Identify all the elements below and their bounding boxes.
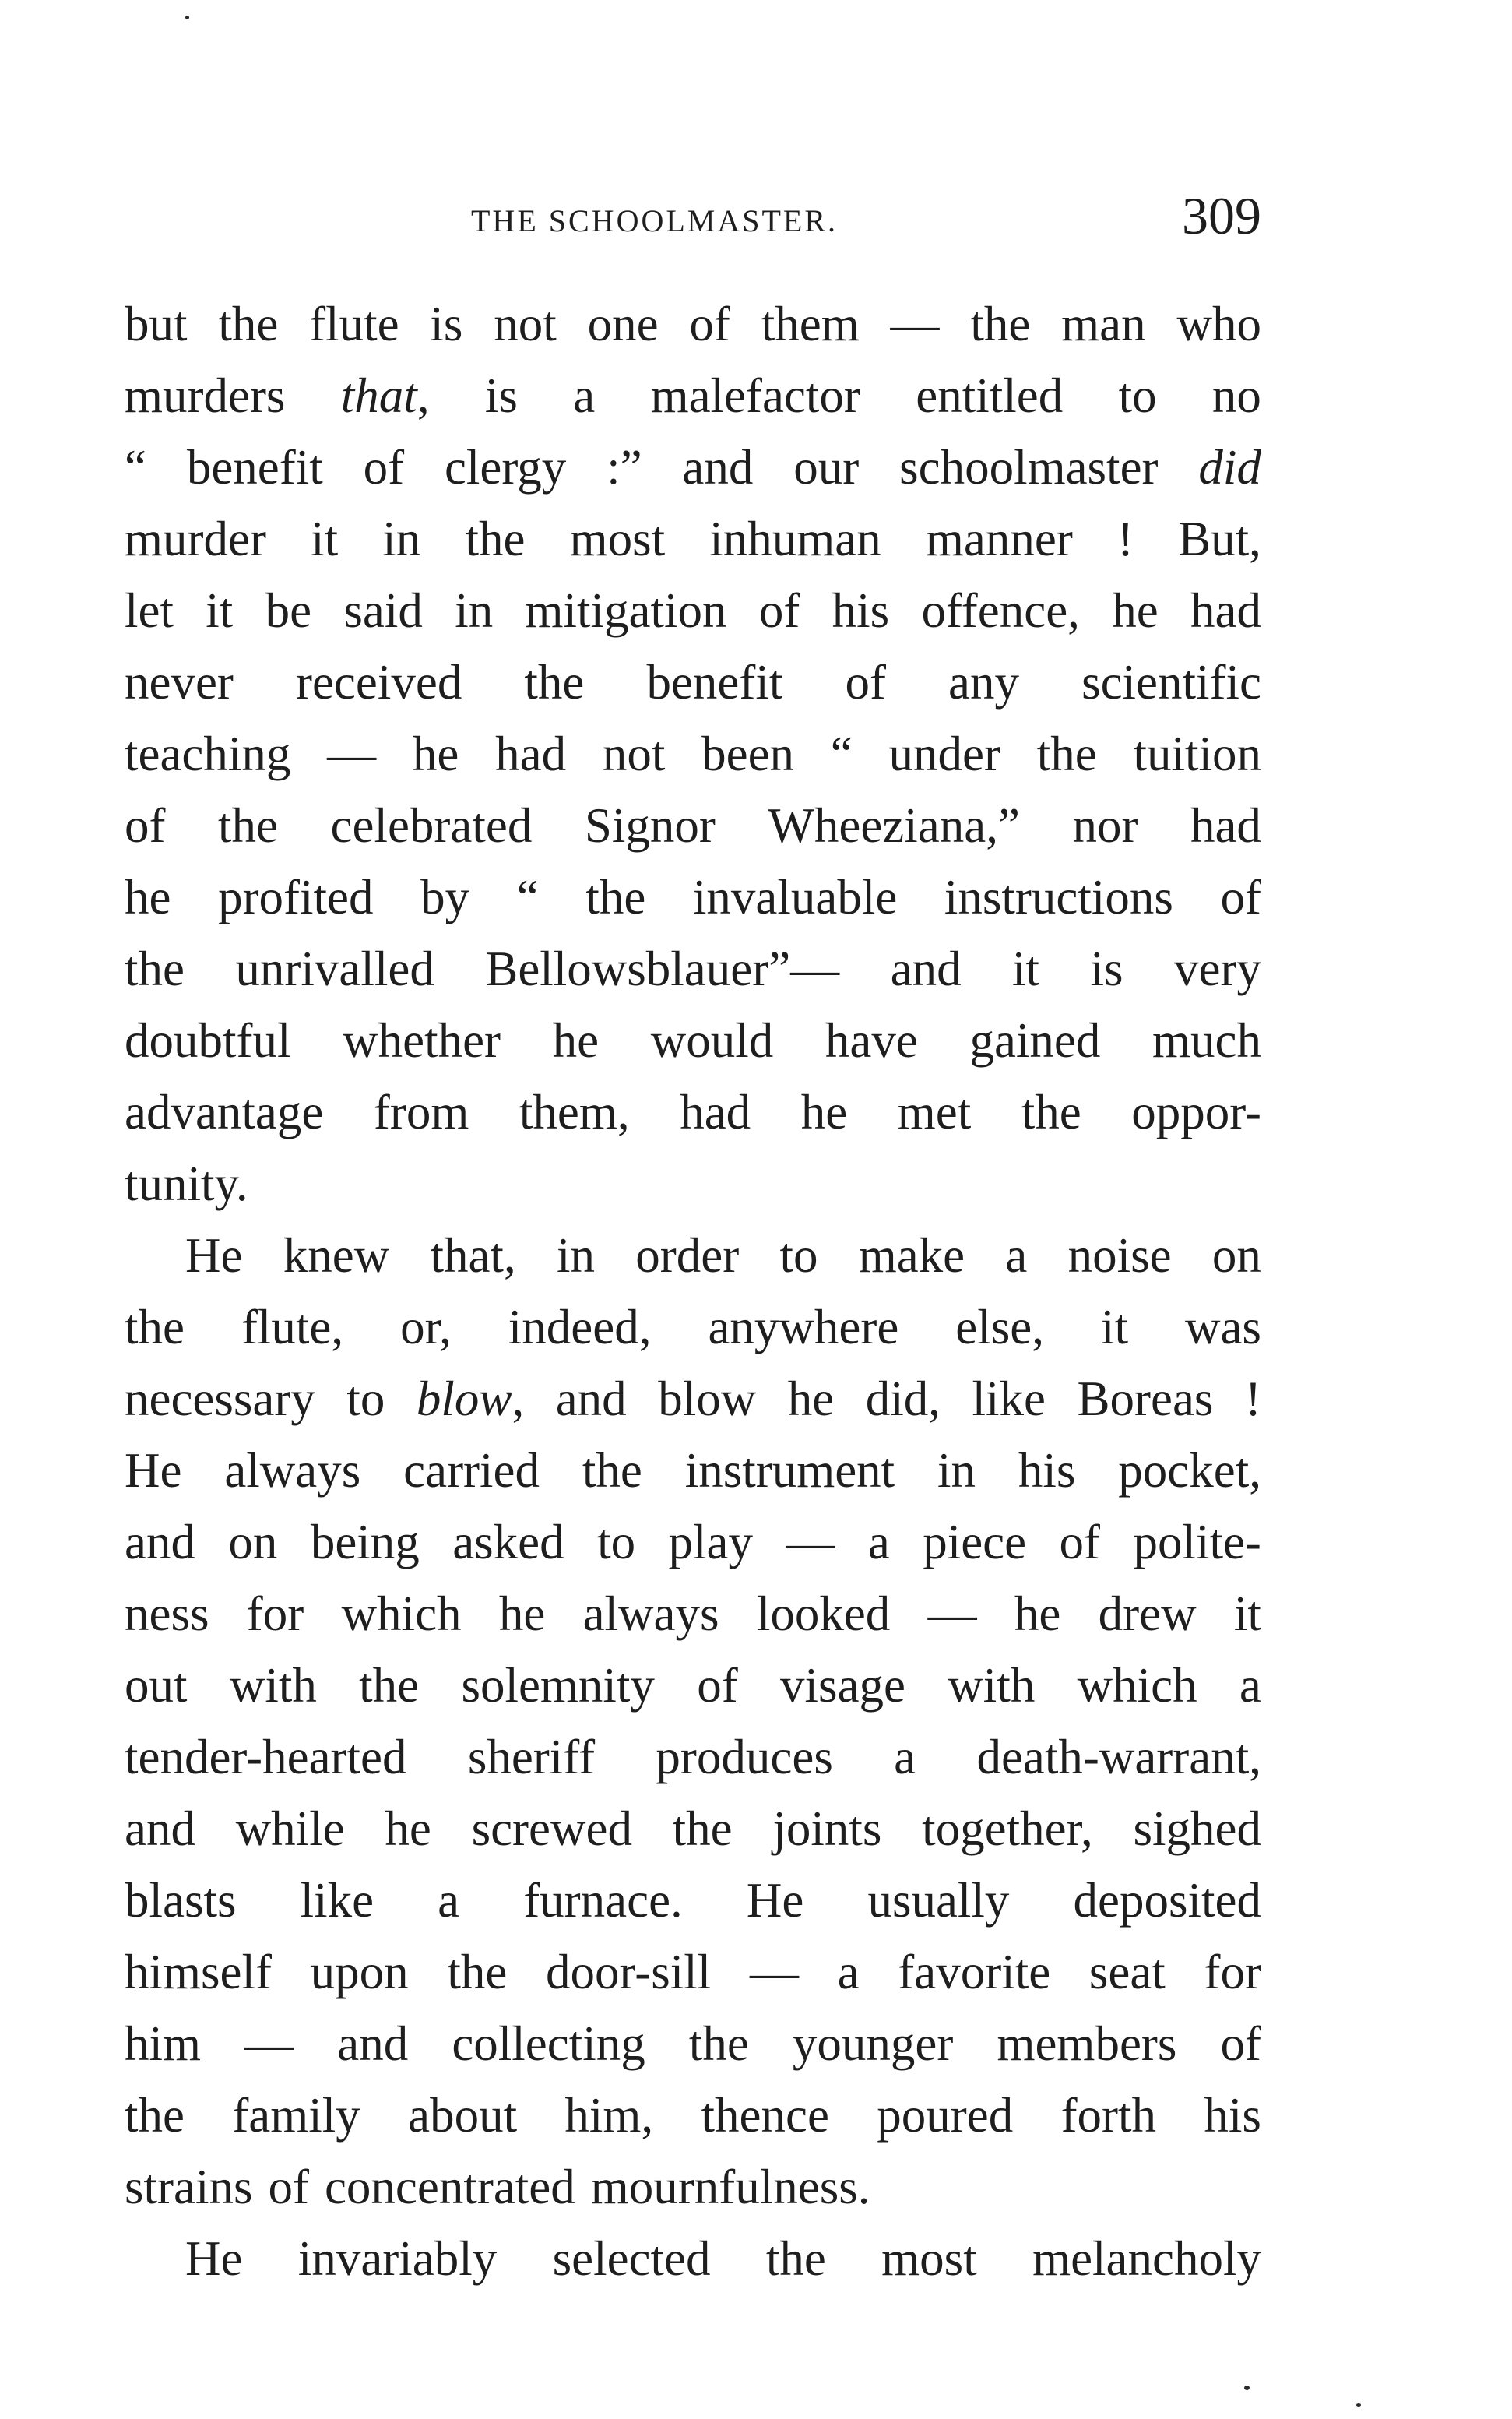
word: Boreas — [1077, 1371, 1214, 1426]
word: of — [363, 440, 405, 495]
body-text — [125, 288, 1261, 2294]
word: ness — [125, 1586, 209, 1641]
word: of — [697, 1658, 738, 1713]
word: younger — [792, 2016, 954, 2071]
word: offence, — [921, 583, 1080, 638]
paragraph — [125, 288, 1261, 1220]
word: in — [455, 583, 494, 638]
word: he — [125, 870, 171, 924]
word: the — [125, 2088, 185, 2143]
word: knew — [283, 1228, 390, 1283]
word: ! — [1244, 1371, 1261, 1426]
word: a — [438, 1873, 460, 1928]
word: manner — [925, 512, 1073, 566]
word: it — [311, 512, 339, 566]
word: under — [888, 727, 1000, 781]
word: them, — [519, 1085, 630, 1139]
text-line — [125, 1578, 1261, 1650]
italic-word: blow — [416, 1371, 512, 1426]
word: flute, — [241, 1300, 344, 1354]
word: a — [867, 1515, 890, 1569]
word: for — [1204, 1945, 1261, 1999]
word: he — [1014, 1586, 1061, 1641]
word: he — [787, 1371, 835, 1426]
word: tender-hearted — [125, 1730, 407, 1784]
word: — — [890, 297, 940, 351]
word: of — [125, 798, 166, 853]
word: — — [927, 1586, 977, 1641]
word: the — [125, 942, 185, 996]
word: together, — [922, 1801, 1093, 1856]
word: upon — [310, 1945, 409, 1999]
text-line — [125, 861, 1261, 933]
word: it — [1100, 1300, 1128, 1354]
word: it — [1233, 1586, 1261, 1641]
word: visage — [780, 1658, 905, 1713]
word: benefit — [186, 440, 323, 495]
word: and — [682, 440, 754, 495]
word: furnace. — [523, 1873, 683, 1928]
word: not — [494, 297, 557, 351]
word: had — [680, 1085, 751, 1139]
word: death-warrant, — [976, 1730, 1261, 1784]
word: his — [1018, 1443, 1076, 1498]
word: But, — [1178, 512, 1261, 566]
word: Bellowsblauer”— — [485, 942, 840, 996]
word: necessary — [125, 1371, 315, 1426]
word: He — [185, 2231, 243, 2286]
word: profited — [218, 870, 374, 924]
text-line — [125, 646, 1261, 718]
word: would — [650, 1013, 774, 1068]
word: blow — [658, 1371, 757, 1426]
word: inhuman — [709, 512, 881, 566]
word: strains — [125, 2160, 253, 2214]
word: the — [582, 1443, 642, 1498]
word: very — [1174, 942, 1261, 996]
text-line — [125, 1005, 1261, 1076]
word: out — [125, 1658, 188, 1713]
word: looked — [756, 1586, 891, 1641]
running-head — [125, 181, 1261, 251]
word: it — [1012, 942, 1040, 996]
text-line — [125, 2151, 1261, 2223]
word: from — [373, 1085, 469, 1139]
word: his — [1204, 2088, 1261, 2143]
word: about — [408, 2088, 518, 2143]
word: play — [668, 1515, 753, 1569]
word: murder — [125, 512, 266, 566]
word: our — [793, 440, 860, 495]
word: while — [235, 1801, 345, 1856]
text-line — [125, 718, 1261, 790]
word: forth — [1060, 2088, 1157, 2143]
word: order — [635, 1228, 740, 1283]
word: celebrated — [330, 798, 533, 853]
text-line — [125, 288, 1261, 360]
text-line — [125, 2223, 1261, 2294]
word: benefit — [646, 655, 783, 710]
word: a — [1239, 1658, 1261, 1713]
word: instrument — [684, 1443, 895, 1498]
word: nor — [1072, 798, 1138, 853]
word: is — [484, 368, 518, 423]
word: the — [585, 870, 646, 924]
word: deposited — [1073, 1873, 1261, 1928]
word: he — [498, 1586, 546, 1641]
paragraph — [125, 2223, 1261, 2294]
word: he — [800, 1085, 848, 1139]
text-line — [125, 575, 1261, 646]
word: the — [688, 2016, 749, 2071]
word: them — [761, 297, 860, 351]
word: like — [300, 1873, 374, 1928]
running-title: THE SCHOOLMASTER. — [471, 203, 839, 238]
word: tuition — [1133, 727, 1261, 781]
word: the — [1036, 727, 1097, 781]
word: met — [897, 1085, 972, 1139]
word: pocket, — [1118, 1443, 1261, 1498]
word: of — [689, 297, 730, 351]
text-line — [125, 503, 1261, 575]
word: instructions — [944, 870, 1173, 924]
word: :” — [607, 440, 642, 495]
word: selected — [552, 2231, 711, 2286]
text-line — [125, 790, 1261, 861]
word: malefactor — [650, 368, 860, 423]
word: flute — [309, 297, 399, 351]
word: of — [1220, 870, 1261, 924]
word: him — [125, 2016, 202, 2071]
word: family — [232, 2088, 360, 2143]
word: of — [1059, 1515, 1101, 1569]
word: let — [125, 583, 174, 638]
word: he — [552, 1013, 600, 1068]
word: for — [246, 1586, 304, 1641]
word: never — [125, 655, 234, 710]
word: to — [597, 1515, 636, 1569]
text-line — [125, 2079, 1261, 2151]
word: on — [1211, 1228, 1261, 1283]
word: clergy — [444, 440, 567, 495]
text-line — [125, 1435, 1261, 1506]
word: mitigation — [525, 583, 727, 638]
paragraph — [125, 1220, 1261, 2223]
word: man — [1061, 297, 1146, 351]
word: members — [997, 2016, 1177, 2071]
word: to — [1118, 368, 1157, 423]
word: to — [779, 1228, 818, 1283]
word: “ — [830, 727, 853, 781]
word: a — [1005, 1228, 1028, 1283]
word: the — [970, 297, 1031, 351]
word: that, — [430, 1228, 516, 1283]
word: a — [573, 368, 596, 423]
word: anywhere — [708, 1300, 899, 1354]
word: to — [346, 1371, 385, 1426]
word: like — [972, 1371, 1046, 1426]
word: the — [465, 512, 526, 566]
word: teaching — [125, 727, 291, 781]
paper-speck — [185, 16, 189, 19]
paper-speck — [1356, 2403, 1361, 2407]
word: else, — [955, 1300, 1044, 1354]
italic-word: did — [1198, 440, 1261, 495]
text-line — [125, 933, 1261, 1005]
word: joints — [772, 1801, 882, 1856]
word: of — [1220, 2016, 1261, 2071]
word: asked — [452, 1515, 564, 1569]
word: usually — [867, 1873, 1010, 1928]
word: thence — [701, 2088, 829, 2143]
word: — — [327, 727, 377, 781]
word: in — [382, 512, 421, 566]
word: the — [1021, 1085, 1081, 1139]
word: and — [890, 942, 962, 996]
word: which — [1077, 1658, 1197, 1713]
word: much — [1152, 1013, 1261, 1068]
word: being — [310, 1515, 420, 1569]
word: invariably — [297, 2231, 498, 2286]
word: but — [125, 297, 188, 351]
word: sighed — [1133, 1801, 1261, 1856]
word: in — [937, 1443, 976, 1498]
word: and — [337, 2016, 409, 2071]
word: be — [265, 583, 312, 638]
text-line — [125, 1363, 1261, 1435]
word: it — [206, 583, 234, 638]
word: solemnity — [461, 1658, 655, 1713]
word: He — [746, 1873, 804, 1928]
text-line — [125, 1793, 1261, 1864]
text-line — [125, 431, 1261, 503]
word: had — [1190, 798, 1261, 853]
word: he — [412, 727, 459, 781]
page-number: 309 — [1182, 186, 1261, 245]
word: noise — [1067, 1228, 1172, 1283]
text-line — [125, 1864, 1261, 1936]
word: polite- — [1133, 1515, 1261, 1569]
italic-word: that — [340, 368, 417, 423]
word: “ — [125, 440, 146, 495]
text-line — [125, 1148, 1261, 1220]
word: and — [125, 1801, 195, 1856]
word: — — [749, 1945, 799, 1999]
text-line — [125, 2008, 1261, 2079]
word: did, — [865, 1371, 941, 1426]
word: on — [228, 1515, 278, 1569]
word: favorite — [898, 1945, 1051, 1999]
word: said — [343, 583, 423, 638]
word: invaluable — [692, 870, 898, 924]
word: is — [430, 297, 463, 351]
word: concentrated — [324, 2160, 575, 2214]
word: the — [672, 1801, 733, 1856]
word: the — [765, 2231, 826, 2286]
word: oppor- — [1131, 1085, 1261, 1139]
word: the — [524, 655, 585, 710]
word: no — [1211, 368, 1261, 423]
word: and — [555, 1371, 627, 1426]
word: a — [894, 1730, 916, 1784]
word: door-sill — [546, 1945, 712, 1999]
word: ! — [1116, 512, 1134, 566]
word: the — [359, 1658, 420, 1713]
word: “ — [516, 870, 539, 924]
word: He — [125, 1443, 182, 1498]
word: poured — [877, 2088, 1014, 2143]
paper-speck — [1244, 2386, 1250, 2390]
word: he — [1112, 583, 1159, 638]
word: with — [229, 1658, 317, 1713]
word: advantage — [125, 1085, 324, 1139]
word: had — [1190, 583, 1261, 638]
word: drew — [1098, 1586, 1197, 1641]
word: any — [948, 655, 1019, 710]
word: blasts — [125, 1873, 237, 1928]
word: always — [224, 1443, 361, 1498]
text-line — [125, 1291, 1261, 1363]
word: Wheeziana,” — [768, 798, 1020, 853]
word: had — [495, 727, 567, 781]
word: — — [786, 1515, 835, 1569]
word: is — [1090, 942, 1123, 996]
word: most — [881, 2231, 977, 2286]
word: been — [701, 727, 795, 781]
word: of — [845, 655, 886, 710]
word: the — [447, 1945, 508, 1999]
word: — — [244, 2016, 294, 2071]
word: always — [582, 1586, 719, 1641]
word: produces — [656, 1730, 833, 1784]
word: and — [125, 1515, 195, 1569]
word: blow, — [416, 1371, 525, 1426]
word — [1198, 431, 1261, 503]
word: a — [837, 1945, 860, 1999]
word: doubtful — [125, 1013, 291, 1068]
word: Signor — [584, 798, 716, 853]
text-line — [125, 1220, 1261, 1291]
word: in — [556, 1228, 595, 1283]
word: scientific — [1081, 655, 1261, 710]
word: the — [218, 297, 279, 351]
word: have — [825, 1013, 918, 1068]
word: make — [858, 1228, 965, 1283]
word: himself — [125, 1945, 272, 1999]
word: entitled — [916, 368, 1064, 423]
word: that, — [340, 368, 430, 423]
word: his — [832, 583, 890, 638]
word: of — [758, 583, 800, 638]
text-line — [125, 1936, 1261, 2008]
word: which — [341, 1586, 462, 1641]
word: tunity. — [125, 1157, 248, 1211]
word: by — [420, 870, 470, 924]
word: the — [125, 1300, 185, 1354]
text-line — [125, 1076, 1261, 1148]
text-line — [125, 1721, 1261, 1793]
word: not — [602, 727, 666, 781]
word: murders — [125, 368, 286, 423]
word: was — [1184, 1300, 1261, 1354]
word: He — [185, 1228, 243, 1283]
word: who — [1176, 297, 1261, 351]
word: screwed — [471, 1801, 632, 1856]
word: he — [385, 1801, 431, 1856]
word: melancholy — [1032, 2231, 1261, 2286]
word: gained — [969, 1013, 1101, 1068]
word: indeed, — [508, 1300, 652, 1354]
word: piece — [923, 1515, 1027, 1569]
word: sheriff — [467, 1730, 596, 1784]
word: with — [948, 1658, 1036, 1713]
word: one — [587, 297, 659, 351]
word: schoolmaster — [899, 440, 1159, 495]
word: or, — [400, 1300, 452, 1354]
word: most — [569, 512, 666, 566]
word: whether — [343, 1013, 501, 1068]
word: of — [268, 2160, 309, 2214]
text-line — [125, 360, 1261, 431]
word: the — [218, 798, 278, 853]
word: seat — [1088, 1945, 1166, 1999]
word: collecting — [452, 2016, 645, 2071]
word: mournfulness. — [590, 2160, 870, 2214]
word: unrivalled — [235, 942, 434, 996]
text-line — [125, 1506, 1261, 1578]
text-line — [125, 1650, 1261, 1721]
word: received — [295, 655, 462, 710]
word: carried — [403, 1443, 540, 1498]
word: him, — [564, 2088, 654, 2143]
